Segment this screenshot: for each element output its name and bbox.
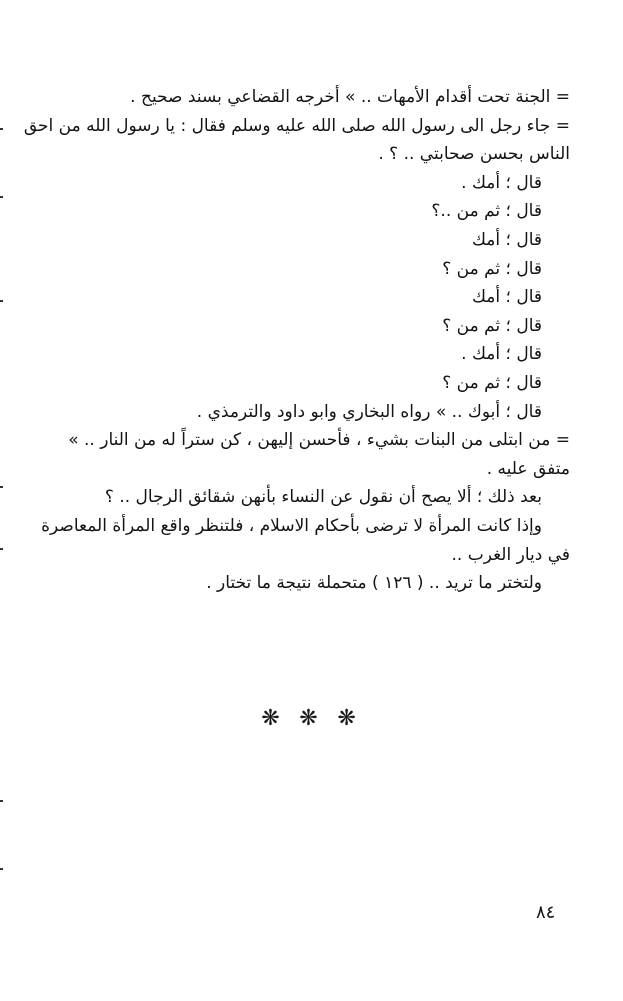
text-line: قال ؛ ثم من ..؟	[431, 201, 542, 222]
margin-mark	[0, 486, 3, 488]
text-line: قال ؛ ثم من ؟	[442, 315, 542, 336]
text-line: قال ؛ ثم من ؟	[442, 372, 542, 393]
body-text	[23, 83, 570, 598]
text-line: الناس بحسن صحابتي .. ؟ .	[378, 144, 570, 165]
text-line: متفق عليه .	[486, 458, 570, 479]
margin-mark	[0, 800, 3, 802]
text-line: = الجنة تحت أقدام الأمهات .. » أخرجه القضاعي بسند صحيح .	[130, 87, 570, 107]
text-line: = من ابتلى من البنات بشيء ، فأحسن إليهن ، كن ستراً له من النار .. »	[68, 430, 570, 451]
text-line: قال ؛ أبوك .. » رواه البخاري وابو داود والترمذي .	[196, 401, 542, 422]
text-line: قال ؛ أمك .	[461, 172, 542, 193]
margin-mark	[0, 300, 3, 302]
text-line: في ديار الغرب ..	[451, 544, 570, 565]
text-line: قال ؛ ثم من ؟	[442, 258, 542, 279]
text-line: ولتختر ما تريد .. ( ١٢٦ ) متحملة نتيجة ما تختار .	[206, 573, 542, 594]
page-number: ٨٤	[536, 902, 556, 923]
text-line: قال ؛ أمك	[471, 287, 542, 308]
text-line: قال ؛ أمك	[471, 229, 542, 250]
text-line: وإذا كانت المرأة لا ترضى بأحكام الاسلام ، فلتنظر واقع المرأة المعاصرة	[41, 515, 542, 536]
section-separator: ❋ ❋ ❋	[261, 706, 362, 731]
margin-mark	[0, 196, 3, 198]
text-line: = جاء رجل الى رسول الله صلى الله عليه وسلم فقال : يا رسول الله من احق	[23, 115, 570, 136]
margin-mark	[0, 868, 3, 870]
margin-mark	[0, 128, 3, 130]
text-line: بعد ذلك ؛ ألا يصح أن نقول عن النساء بأنهن شقائق الرجال .. ؟	[104, 487, 542, 508]
text-line: قال ؛ أمك .	[461, 344, 542, 365]
margin-mark	[0, 548, 3, 550]
